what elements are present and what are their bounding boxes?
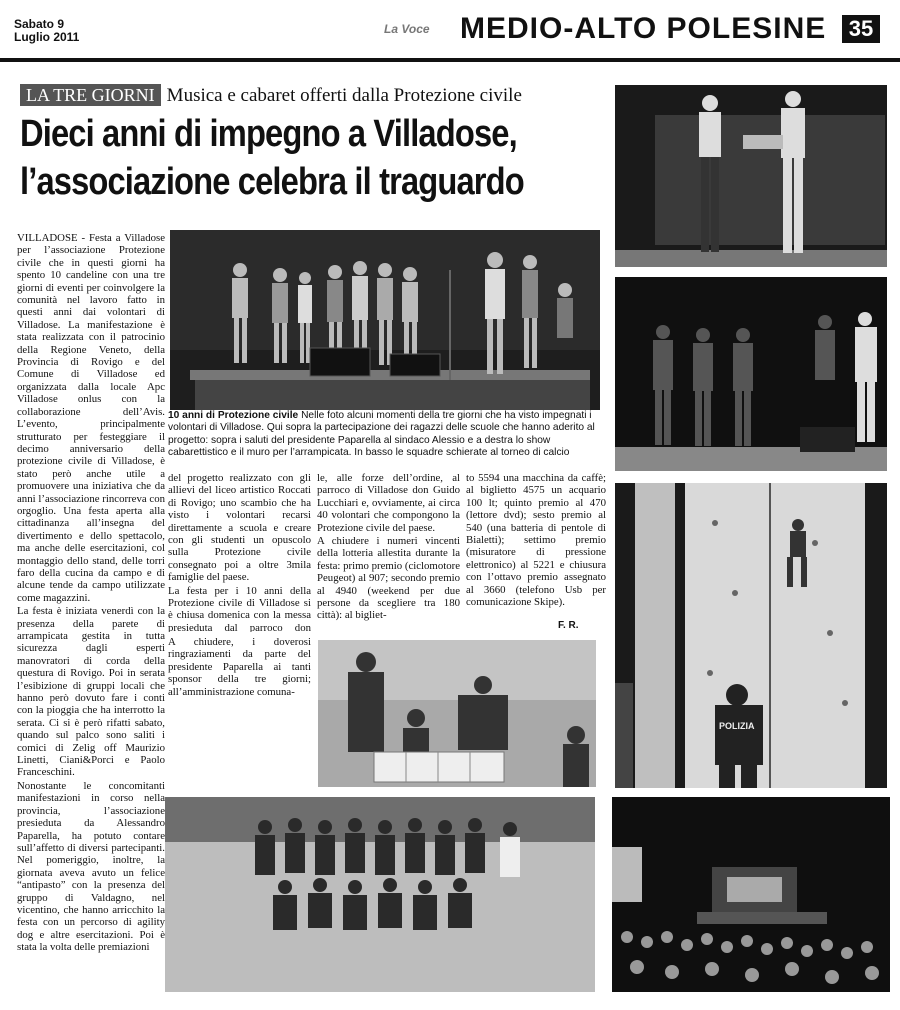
kicker-tag: LA TRE GIORNI (20, 84, 161, 106)
page-number: 35 (842, 15, 880, 43)
article-column-3 (317, 472, 460, 632)
article-column-2-continued (168, 636, 311, 796)
headline-line-1: Dieci anni di impegno a Villadose, (20, 113, 517, 155)
climbing-photo-art (615, 483, 887, 788)
section-title: MEDIO-ALTO POLESINE (460, 12, 827, 45)
paragraph: del progetto realizzato con gli allievi del liceo artistico Roccati di Rovigo; uno scambio che ha visto i volontari recarsi direttamente a scuola e creare con gli studenti un opuscolo sulla Protezione civile consegnato poi a oltre 3mila famiglie del paese. (168, 472, 311, 584)
headline (20, 110, 527, 206)
audience-photo-art (612, 797, 890, 992)
paragraph: La festa è iniziata venerdì con la presenza della parete di arrampicata gestita in tutta sicurezza dagli esperti manovratori di corda della questura di Rovigo. Poi in serata l’esibizione di gruppi locali che hanno però dovuto fare i conti con la pioggia che ha interrotto la serata. Ci si è però rifatti sabato, quando sul palco sono saliti i comici di Zelig off Maurizio Linetti, Ciani&Porci e Paolo Franceschini. (17, 605, 165, 779)
headline-line-2: l’associazione celebra il traguardo (20, 161, 524, 203)
stage-performance-photo (170, 230, 600, 410)
paragraph: Nonostante le concomitanti manifestazioni in corso nella provincia, l’associazione presieduta da Alessandro Paparella, ha potuto contare sull’affetto di diversi partecipanti. Nel pomeriggio, inoltre, la giornata aveva avuto un felice “antipasto” con la presenza del gruppo di Valdagno, nel vicentino, che hanno arricchito la festa con un percorso di agility dog e altre esercitazioni. Poi è stata la volta delle premiazioni (17, 779, 165, 954)
kicker-text: Musica e cabaret offerti dalla Protezione civile (166, 85, 522, 106)
paragraph: La festa per i 10 anni della Protezione civile di Villadose si è chiusa domenica con la messa presieduta dal parroco don (168, 584, 311, 632)
issue-date-day: Sabato 9 (14, 17, 65, 31)
author-signature: F. R. (558, 620, 579, 631)
article-column-4 (466, 472, 606, 632)
issue-date (14, 18, 79, 44)
ceremony-photo-art (615, 85, 887, 267)
paragraph: to 5594 una macchina da caffè; al biglietto 4575 un acquario 100 lt; quinto premio al 470 (lettore dvd); sesto premio al 540 (una batteria di pentole di Bialetti); settimo premio (misuratore di pressione elettronico) al 5221 e chiusura con l’ottavo premio assegnato al 3660 (telefono Usb per comunicazione Skipe). (466, 472, 606, 609)
masthead-rule (0, 58, 900, 60)
kicker (20, 84, 605, 108)
paragraph: le, alle forze dell’ordine, al parroco di Villadose don Guido Lucchiari e, ovviamente, ai circa 40 volontari che compongono la Protezione civile del paese. (317, 472, 460, 534)
show-photo-art (615, 277, 887, 471)
photo-caption (168, 410, 608, 460)
stage-photo-art (170, 230, 600, 410)
football-team-photo (165, 797, 595, 992)
caption-text: Nelle foto alcuni momenti della tre giorni che ha visto impegnati i volontari di Villadose. Qui sopra la partecipazione dei ragazzi delle scuole che hanno aderito al progetto: sopra i saluti del presidente Paparella al sindaco Alessio e a destra lo show cabarettistico e il muro per l’arrampicata. In basso le squadre schierate al torneo di calcio (168, 410, 595, 459)
paragraph: A chiudere i numeri vincenti della lotteria allestita durante la festa: primo premio (ciclomotore Peugeot) al 907; secondo premio al 4940 (weekend per due persone da scegliere tra 180 città): al bigliet- (317, 535, 460, 622)
paragraph: A chiudere, i doverosi ringraziamenti da parte del presidente Paparella ai tanti sponsor della tre giorni; all’amministrazione comuna- (168, 636, 311, 698)
article-column-2 (168, 472, 311, 632)
issue-date-month: Luglio 2011 (14, 30, 80, 44)
paragraph: VILLADOSE - Festa a Villadose per l’associazione Protezione civile che in questi giorni ha spento 10 candeline con una tre giorni di eventi per coinvolgere la comunità nel lavoro fatto in questi anni dai volontari di Villadose. La manifestazione è stata realizzata con il patrocinio della Regione Veneto, della Provincia di Rovigo e del Comune di Villadose ed organizzata dalla locale Apc Villadose onlus con la collaborazione dell’Avis. L’evento, principalmente strutturato per festeggiare il decimo anniversario della protezione civile di Villadose, è stato però anche utile a promuovere una iniziativa che da anni l’associazione rincorreva con orgoglio. Una festa aperta alla cittadinanza all’insegna del divertimento e dello spettacolo, ma anche delle esercitazioni, col montaggio dello stand, delle torri faro della cucina da campo e di alcune tende da campo utilizzate come magazzini. (17, 232, 165, 604)
newspaper-brand: La Voce (384, 22, 430, 36)
caption-lead: 10 anni di Protezione civile (168, 410, 299, 421)
article-column-1 (17, 232, 165, 997)
team-photo-art (165, 797, 595, 992)
article-column-3-continued (317, 636, 465, 796)
award-ceremony-photo (615, 85, 887, 267)
cabaret-show-photo (615, 277, 887, 471)
audience-photo (612, 797, 890, 992)
police-vest-label: POLIZIA (719, 721, 755, 731)
climbing-wall-photo (615, 483, 887, 788)
